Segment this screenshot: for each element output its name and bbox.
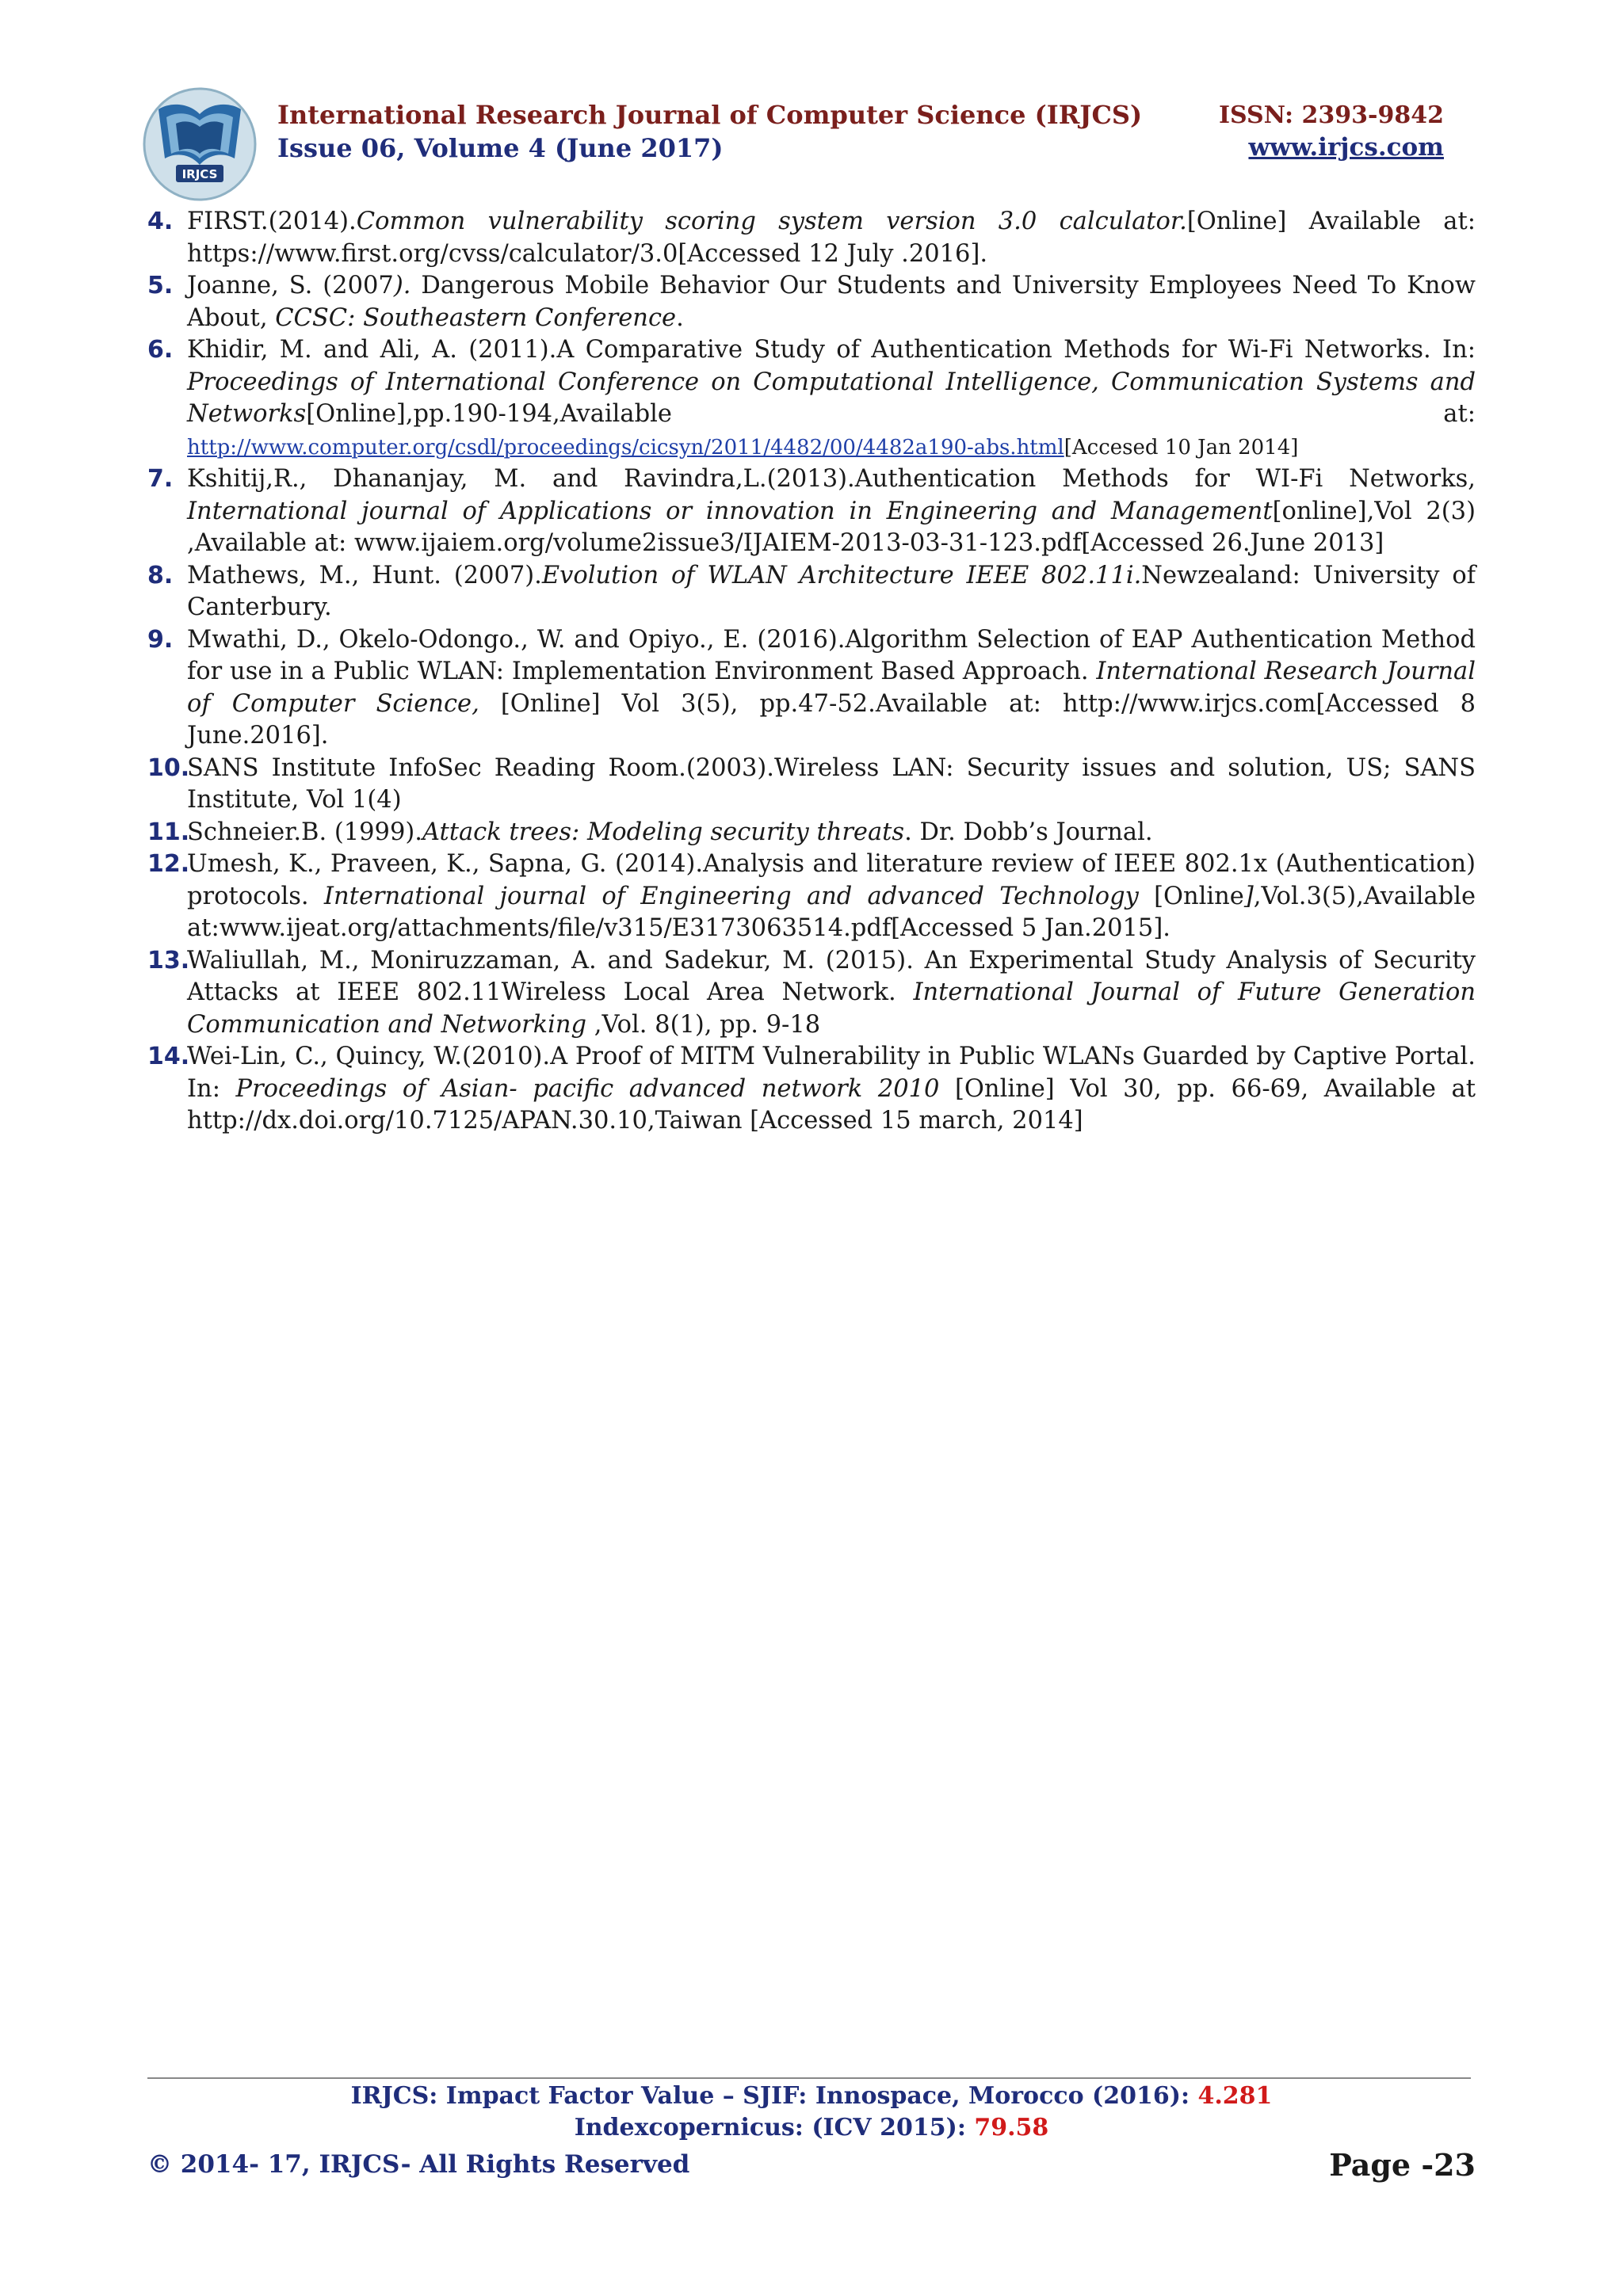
reference-number: 6.	[147, 336, 174, 364]
reference-number: 13.	[147, 946, 190, 974]
reference-number: 10.	[147, 753, 190, 782]
journal-title: International Research Journal of Computer Science (IRJCS)	[277, 100, 1143, 130]
reference-text: [Online] Vol 3(5), pp.47-52.Available at: http://www.irjcs.com[Accessed 8 June.2016].	[187, 689, 1476, 749]
page-header	[143, 97, 1455, 181]
reference-text: at:	[1443, 400, 1476, 428]
page-number: Page -23	[1329, 2147, 1476, 2183]
reference-text: Waliullah, M., Moniruzzaman, A. and Sadekur, M. (2015). An Experimental Study Analysis of Security Attacks at IEEE 802.11Wireless Local Area Network.	[187, 946, 1476, 1006]
journal-url-link[interactable]: www.irjcs.com	[1248, 133, 1444, 162]
reference-number: 5.	[147, 272, 174, 299]
reference-item	[147, 753, 1476, 817]
impact-value: 4.281	[1197, 2082, 1273, 2110]
reference-item	[147, 624, 1476, 753]
reference-text: [Online	[1138, 882, 1244, 910]
logo-text: IRJCS	[181, 167, 218, 181]
icv-label: Indexcopernicus: (ICV 2015):	[574, 2114, 975, 2142]
reference-text: [Online],pp.190-194,Available	[306, 400, 672, 428]
reference-item	[147, 1041, 1476, 1138]
reference-number: 8.	[147, 561, 174, 589]
reference-text: Mwathi, D., Okelo-Odongo., W. and Opiyo., E. (2016).Algorithm Selection of EAP Authentication Method for use in a Public WLAN: Implementation Environment Based Approach.	[187, 625, 1476, 685]
reference-number: 4.	[147, 208, 174, 235]
reference-item	[147, 334, 1476, 463]
reference-title: Attack trees: Modeling security threats	[422, 818, 905, 846]
reference-source: CCSC: Southeastern Conference	[275, 303, 677, 332]
reference-text: [Online] Vol 30, pp. 66-69, Available at http://dx.doi.org/10.7125/APAN.30.10,Taiwan [Accessed 15 march, 2014]	[187, 1074, 1476, 1135]
reference-item	[147, 849, 1476, 945]
impact-factor	[0, 2082, 1623, 2110]
reference-text: Newzealand: University of Canterbury.	[187, 561, 1476, 621]
reference-text: Dangerous Mobile Behavior Our Students and University Employees Need To Know About,	[187, 272, 1476, 332]
reference-text: Wei-Lin, C., Quincy, W.(2010).A Proof of MITM Vulnerability in Public WLANs Guarded by Captive Portal. In:	[187, 1043, 1476, 1103]
reference-title: Common vulnerability scoring system version 3.0 calculator.	[356, 208, 1187, 235]
reference-item	[147, 560, 1476, 624]
reference-title: Evolution of WLAN Architecture IEEE 802.11i.	[541, 561, 1142, 589]
reference-number: 11.	[147, 818, 190, 846]
reference-item	[147, 945, 1476, 1042]
reference-text: . Dr. Dobb’s Journal.	[904, 818, 1153, 846]
copyright: © 2014- 17, IRJCS- All Rights Reserved	[147, 2150, 690, 2179]
reference-text: [Online] Available at: https://www.first.org/cvss/calculator/3.0[Accessed 12 July .2016].	[187, 208, 1476, 268]
reference-text: Kshitij,R., Dhananjay, M. and Ravindra,L.(2013).Authentication Methods for WI-Fi Networks,	[187, 465, 1476, 493]
reference-text: [Accesed 10 Jan 2014]	[1064, 435, 1299, 460]
icv-index	[0, 2114, 1623, 2142]
icv-value: 79.58	[974, 2114, 1049, 2142]
reference-source: Proceedings of Asian- pacific advanced network 2010	[235, 1074, 940, 1103]
reference-source: International Research Journal of Computer Science,	[187, 658, 1476, 718]
reference-number: 7.	[147, 465, 174, 493]
reference-source: International Journal of Future Generation Communication and Networking	[187, 978, 1476, 1039]
reference-list	[147, 206, 1476, 1138]
reference-text: Mathews, M., Hunt. (2007).	[187, 561, 542, 589]
reference-number: 12.	[147, 850, 190, 878]
reference-text: SANS Institute InfoSec Reading Room.(2003).Wireless LAN: Security issues and solution, US; SANS Institute, Vol 1(4)	[187, 753, 1476, 814]
reference-link[interactable]: http://www.computer.org/csdl/proceedings/cicsyn/2011/4482/00/4482a190-abs.html	[187, 435, 1064, 460]
reference-item	[147, 463, 1476, 560]
reference-text: Khidir, M. and Ali, A. (2011).A Comparative Study of Authentication Methods for Wi-Fi Networks. In:	[187, 336, 1476, 364]
reference-text: ,Vol.3(5),Available at:www.ijeat.org/attachments/file/v315/E3173063514.pdf[Accessed 5 Jan.2015].	[187, 882, 1476, 942]
reference-number: 9.	[147, 625, 174, 654]
reference-number: 14.	[147, 1043, 190, 1070]
irjcs-logo	[141, 86, 258, 203]
reference-item	[147, 206, 1476, 270]
reference-text: Umesh, K., Praveen, K., Sapna, G. (2014).Analysis and literature review of IEEE 802.1x (Authentication) protocols.	[187, 850, 1476, 910]
reference-text: [online],Vol 2(3) ,Available at: www.ijaiem.org/volume2issue3/IJAIEM-2013-03-31-123.pdf[Accessed 26.June 2013]	[187, 497, 1476, 557]
reference-text: ,Vol. 8(1), pp. 9-18	[586, 1010, 821, 1039]
reference-source: Proceedings of International Conference on Computational Intelligence, Communication Systems and Networks	[187, 368, 1476, 428]
reference-text: Joanne, S. (2007	[187, 272, 394, 299]
impact-label: IRJCS: Impact Factor Value – SJIF: Innospace, Morocco (2016):	[350, 2082, 1198, 2110]
footer-divider	[147, 2077, 1471, 2079]
reference-text: ]	[1243, 882, 1254, 910]
reference-source: International journal of Engineering and advanced Technology	[323, 882, 1139, 910]
reference-text: Schneier.B. (1999).	[187, 818, 422, 846]
reference-text: .	[676, 303, 684, 332]
reference-item	[147, 817, 1476, 849]
issn: ISSN: 2393-9842	[1218, 101, 1444, 129]
reference-item	[147, 270, 1476, 334]
reference-text: ).	[393, 272, 422, 299]
reference-source: International journal of Applications or innovation in Engineering and Management	[187, 497, 1273, 525]
issue-info: Issue 06, Volume 4 (June 2017)	[277, 133, 724, 163]
reference-text: FIRST.(2014).	[187, 208, 357, 235]
